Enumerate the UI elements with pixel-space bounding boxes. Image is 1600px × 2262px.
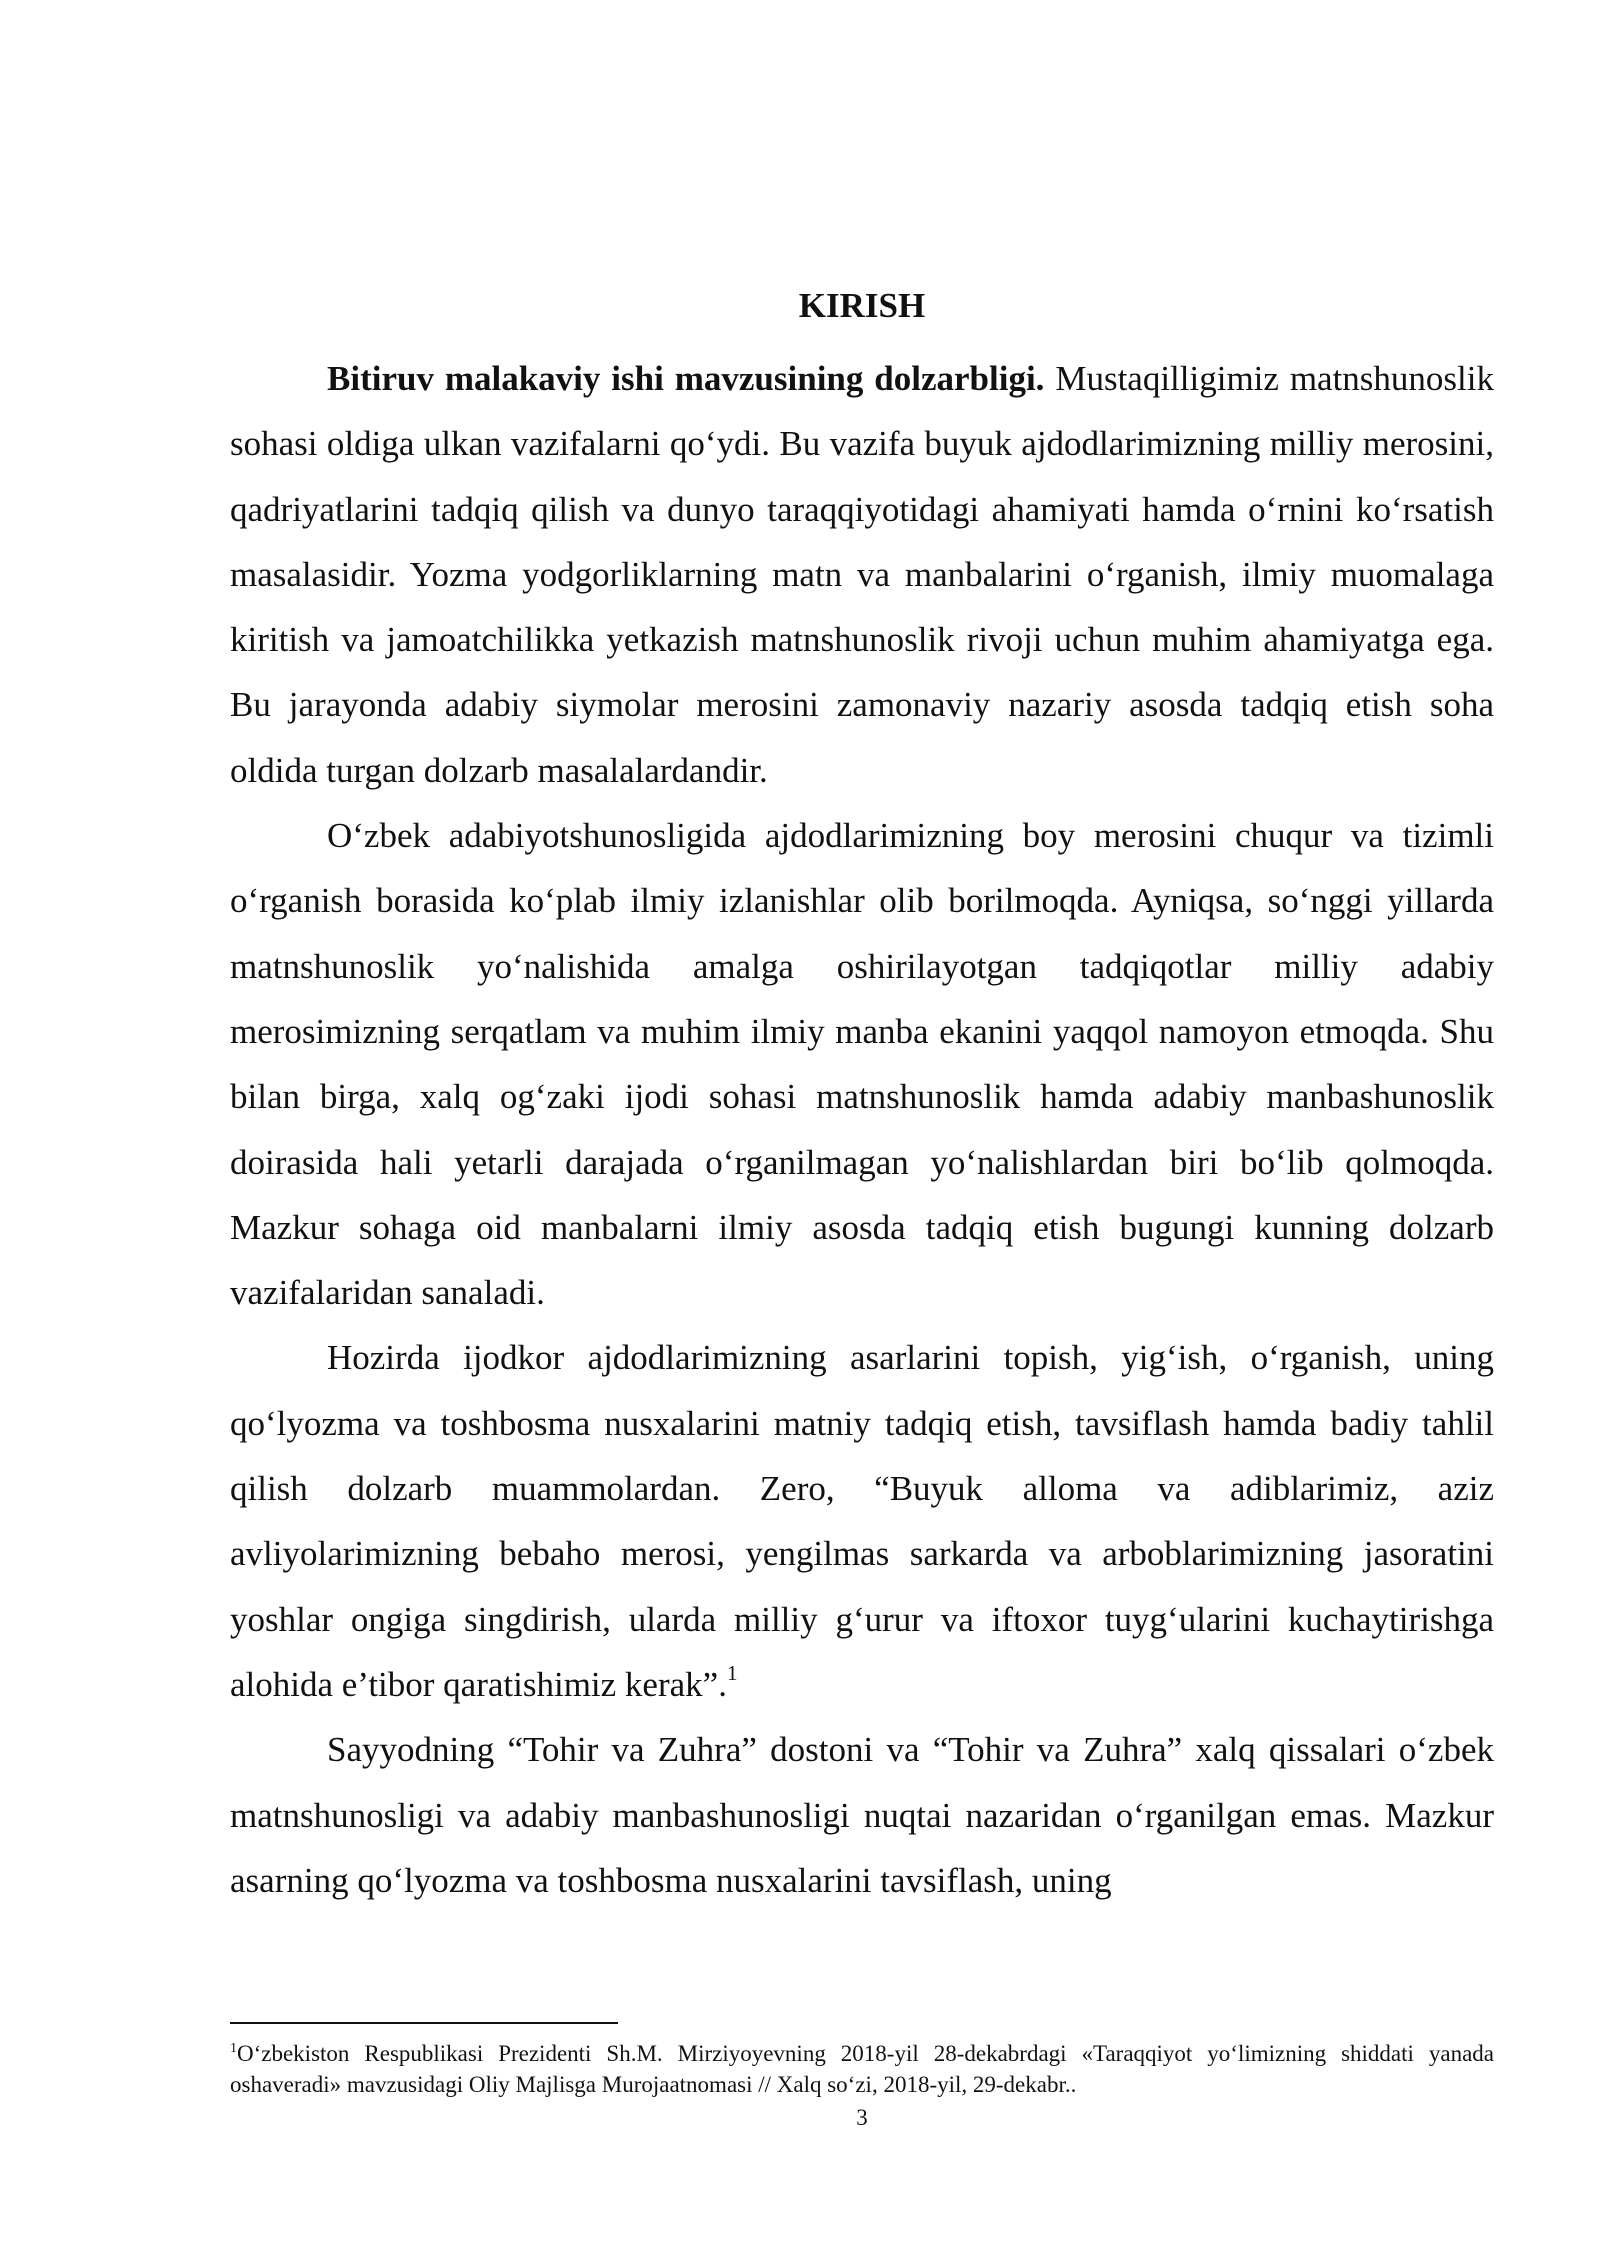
section-heading: KIRISH	[798, 286, 926, 325]
paragraph-text: Sayyodning “Tohir va Zuhra” dostoni va “Tohir va Zuhra” xalq qissalari o‘zbek matnshunosligi va adabiy manbashunosligi nuqtai nazaridan o‘rganilgan emas. Mazkur asarning qo‘lyozma va toshbosma nusxalarini tavsiflash, uning	[230, 1730, 1494, 1900]
footnote-reference[interactable]: 1	[726, 1660, 738, 1685]
paragraph-text: O‘zbek adabiyotshunosligida ajdodlarimizning boy merosini chuqur va tizimli o‘rganish borasida ko‘plab ilmiy izlanishlar olib borilmoqda. Ayniqsa, so‘nggi yillarda matnshunoslik yo‘nalishida amalga oshirilayotgan tadqiqotlar milliy adabiy merosimizning serqatlam va muhim ilmiy manba ekanini yaqqol namoyon etmoqda. Shu bilan birga, xalq og‘zaki ijodi sohasi matnshunoslik hamda adabiy manbashunoslik doirasida hali yetarli darajada o‘rganilmagan yo‘nalishlardan biri bo‘lib qolmoqda. Mazkur sohaga oid manbalarni ilmiy asosda tadqiq etish bugungi kunning dolzarb vazifalaridan sanaladi.	[230, 816, 1494, 1313]
footnote-number: 1	[230, 2041, 237, 2056]
paragraph-text: Mustaqilligimiz matnshunoslik sohasi oldiga ulkan vazifalarni qo‘ydi. Bu vazifa buyuk ajdodlarimizning milliy merosini, qadriyatlarini tadqiq qilish va dunyo taraqqiyotidagi ahamiyati hamda o‘rnini ko‘rsatish masalasidir. Yozma yodgorliklarning matn va manbalarini o‘rganish, ilmiy muomalaga kiritish va jamoatchilikka yetkazish matnshunoslik rivoji uchun muhim ahamiyatga ega. Bu jarayonda adabiy siymolar merosini zamonaviy nazariy asosda tadqiq etish soha oldida turgan dolzarb masalalardandir.	[230, 359, 1494, 790]
footnote-text: O‘zbekiston Respublikasi Prezidenti Sh.M. Mirziyoyevning 2018-yil 28-dekabrdagi «Taraqqiyot yo‘limizning shiddati yanada oshaveradi» mavzusidagi Oliy Majlisga Murojaatnomasi // Xalq so‘zi, 2018-yil, 29-dekabr..	[230, 2041, 1494, 2097]
body-text	[230, 346, 1494, 1913]
paragraph-text: Hozirda ijodkor ajdodlarimizning asarlarini topish, yig‘ish, o‘rganish, uning qo‘lyozma va toshbosma nusxalarini matniy tadqiq etish, tavsiflash hamda badiy tahlil qilish dolzarb muammolardan. Zero, “Buyuk alloma va adiblarimiz, aziz avliyolarimizning bebaho merosi, yengilmas sarkarda va arboblarimizning jasoratini yoshlar ongiga singdirish, ularda milliy g‘urur va iftoxor tuyg‘ularini kuchaytirishga alohida e’tibor qaratishimiz kerak”.	[230, 1338, 1494, 1704]
footnote-separator	[230, 2022, 618, 2024]
paragraph-tohir-zuhra	[230, 1717, 1494, 1913]
paragraph-ancestors-works	[230, 1325, 1494, 1717]
paragraph-relevance	[230, 346, 1494, 803]
page-number: 3	[856, 2105, 868, 2130]
paragraph-lead-title: Bitiruv malakaviy ishi mavzusining dolzarbligi.	[327, 359, 1045, 398]
footnote	[230, 2038, 1494, 2100]
paragraph-uzbek-literary-studies	[230, 803, 1494, 1325]
